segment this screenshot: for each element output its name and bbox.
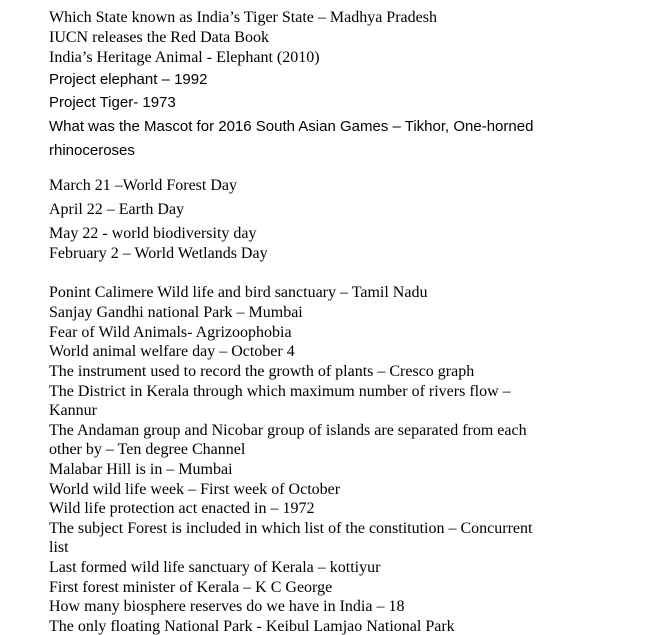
text-line: Sanjay Gandhi national Park – Mumbai — [49, 304, 303, 321]
text-line: Malabar Hill is in – Mumbai — [49, 461, 233, 478]
text-line: April 22 – Earth Day — [49, 201, 185, 218]
text-line: First forest minister of Kerala – K C George — [49, 579, 333, 596]
text-line: Which State known as India’s Tiger State – Madhya Pradesh — [49, 9, 437, 26]
text-line: The instrument used to record the growth of plants – Cresco graph — [49, 363, 475, 380]
text-line: World animal welfare day – October 4 — [49, 343, 295, 360]
text-line: Last formed wild life sanctuary of Kerala – kottiyur — [49, 559, 381, 576]
text-line: Fear of Wild Animals- Agrizoophobia — [49, 324, 292, 341]
text-line: IUCN releases the Red Data Book — [49, 29, 269, 46]
text-line: Project elephant – 1992 — [49, 71, 208, 88]
text-line: March 21 –World Forest Day — [49, 177, 238, 194]
text-line: Wild life protection act enacted in – 1972 — [49, 500, 315, 517]
text-line: India’s Heritage Animal - Elephant (2010) — [49, 49, 320, 66]
text-line: Ponint Calimere Wild life and bird sanctuary – Tamil Nadu — [49, 284, 428, 301]
text-line: Kannur — [49, 402, 97, 419]
text-line: How many biosphere reserves do we have in India – 18 — [49, 598, 405, 615]
text-line: The subject Forest is included in which list of the constitution – Concurrent — [49, 520, 533, 537]
text-line: rhinoceroses — [49, 142, 135, 159]
text-line: Project Tiger- 1973 — [49, 94, 176, 111]
text-line: February 2 – World Wetlands Day — [49, 245, 268, 262]
text-line: other by – Ten degree Channel — [49, 441, 246, 458]
text-line: May 22 - world biodiversity day — [49, 225, 257, 242]
text-line: World wild life week – First week of October — [49, 481, 341, 498]
text-line: The only floating National Park - Keibul Lamjao National Park — [49, 618, 455, 635]
text-line: list — [49, 539, 69, 556]
text-line: What was the Mascot for 2016 South Asian Games – Tikhor, One-horned — [49, 118, 534, 135]
text-line: The District in Kerala through which maximum number of rivers flow – — [49, 383, 511, 400]
text-line: The Andaman group and Nicobar group of islands are separated from each — [49, 422, 527, 439]
